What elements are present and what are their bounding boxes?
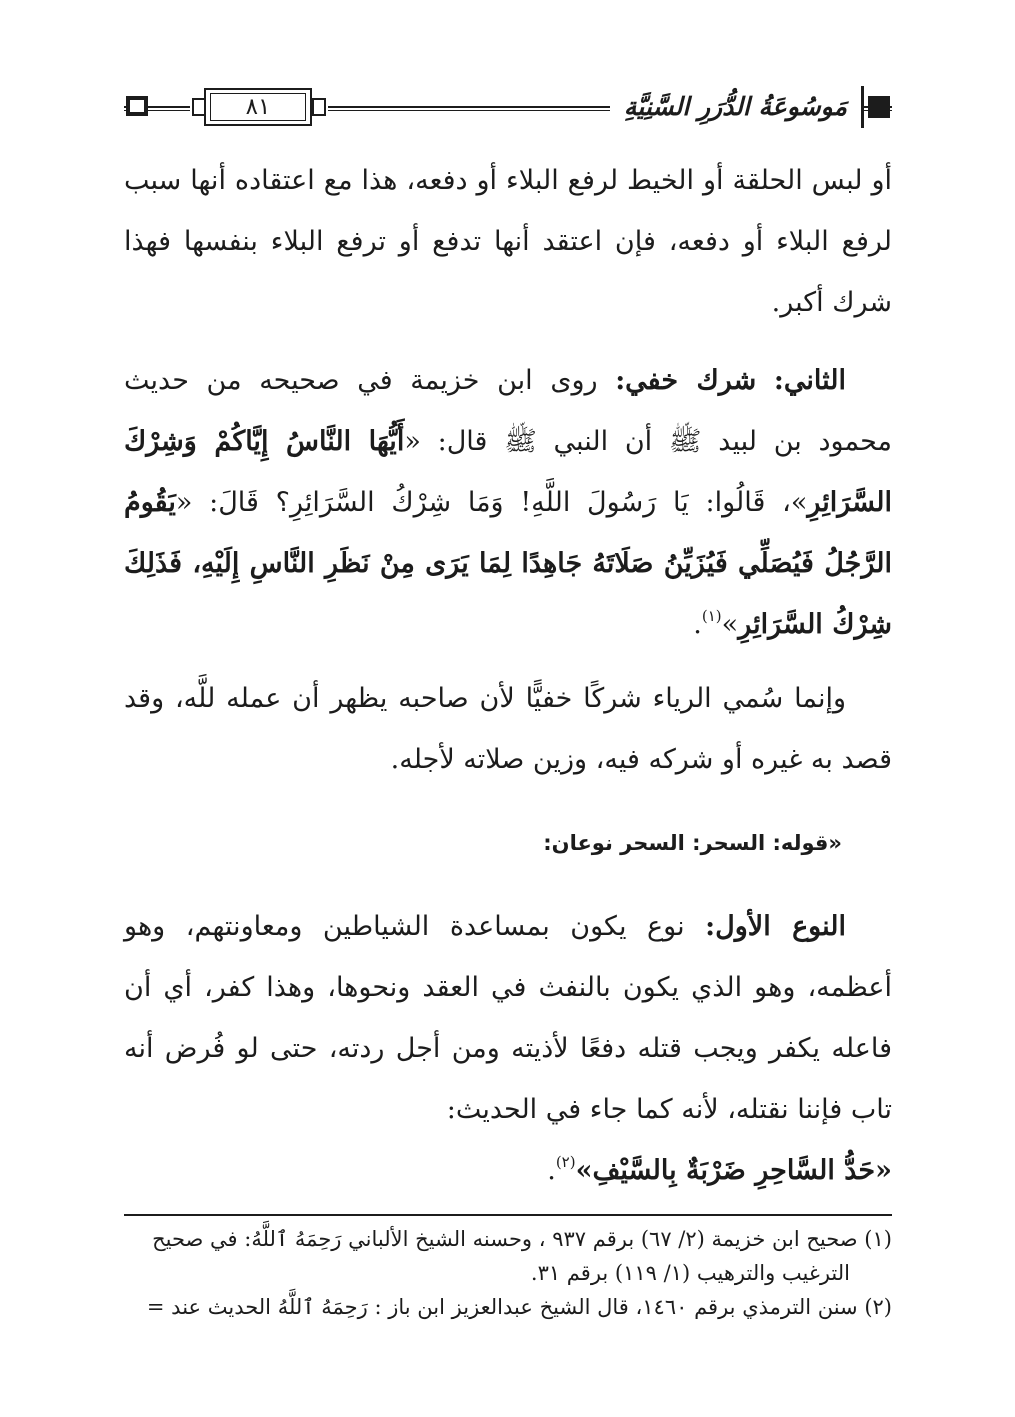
footnote-1-line-2: الترغيب والترهيب (١/ ١١٩) برقم ٣١. bbox=[530, 1261, 850, 1285]
filled-square-ornament-icon bbox=[868, 96, 890, 118]
narration-intro: روى ابن خزيمة في صحيحه من حديث محمود بن لبيد ﷺ أن النبي ﷺ قال: « bbox=[124, 365, 892, 457]
footnote-divider bbox=[124, 1214, 892, 1216]
footnote-ref-1[interactable]: (١) bbox=[701, 607, 722, 625]
paragraph-amulets bbox=[124, 150, 892, 333]
hadith-text-1: أَيُّهَا النَّاسُ إِيَّاكُمْ وَشِرْكَ السَّرَائِرِ bbox=[124, 426, 892, 518]
footnotes bbox=[124, 1222, 892, 1324]
paragraph-riya bbox=[124, 668, 892, 790]
book-title-box bbox=[610, 86, 864, 128]
paragraph-hidden-shirk: الثاني: شرك خفي: روى ابن خزيمة في صحيحه من حديث محمود بن لبيد ﷺ أن النبي ﷺ قال: «أَيُّهَا النَّاسُ إِيَّاكُمْ وَشِرْكَ السَّرَائِرِ»، قَالُوا: يَا رَسُولَ اللَّهِ! وَمَا شِرْكُ السَّرَائِرِ؟ قَالَ: «يَقُومُ الرَّجُلُ فَيُصَلِّي فَيُزَيِّنُ صَلَاتَهُ جَاهِدًا لِمَا يَرَى مِنْ نَظَرِ النَّاسِ إِلَيْهِ، فَذَلِكَ شِرْكُ السَّرَائِرِ»$^{(١)}$. bbox=[124, 365, 892, 640]
footnote-ref-2[interactable]: (٢) bbox=[555, 1153, 576, 1171]
paragraph-text: وإنما سُمي الرياء شركًا خفيًّا لأن صاحبه يظهر أن عمله للَّه، وقد قصد به غيره أو شركه فيه، وزين صلاته لأجله. bbox=[124, 683, 892, 775]
page-number: ٨١ bbox=[245, 94, 271, 120]
hadith-text: «حَدُّ السَّاحِرِ ضَرْبَةٌ بِالسَّيْفِ» bbox=[575, 1155, 892, 1186]
paragraph-text: أو لبس الحلقة أو الخيط لرفع البلاء أو دفعه، هذا مع اعتقاده أنها سبب لرفع البلاء أو دفعه، فإن اعتقد أنها تدفع أو ترفع البلاء بنفسها فهذا شرك أكبر. bbox=[124, 165, 892, 318]
footnote-2: (٢) سنن الترمذي برقم ١٤٦٠، قال الشيخ عبدالعزيز ابن باز : رَحِمَهُ ٱللَّهُ الحديث عند = bbox=[146, 1295, 892, 1319]
narration-middle: »، قَالُوا: يَا رَسُولَ اللَّهِ! وَمَا شِرْكُ السَّرَائِرِ؟ قَالَ: « bbox=[175, 487, 808, 518]
running-header bbox=[124, 86, 892, 130]
hollow-square-ornament-icon bbox=[126, 96, 148, 116]
book-title: مَوسُوعَةُ الدُّرَرِ السَّنِيَّةِ bbox=[623, 92, 847, 121]
paragraph-text: نوع يكون بمساعدة الشياطين ومعاونتهم، وهو أعظمه، وهو الذي يكون بالنفث في العقد ونحوها، وهذا كفر، أي أن فاعله يكفر ويجب قتله دفعًا لأذيته ومن أجل ردته، حتى لو فُرض أنه تاب فإننا نقتله، لأنه كما جاء في الحديث: bbox=[124, 911, 892, 1125]
hadith-text-2: يَقُومُ الرَّجُلُ فَيُصَلِّي فَيُزَيِّنُ صَلَاتَهُ جَاهِدًا لِمَا يَرَى مِنْ نَظَرِ النَّاسِ إِلَيْهِ، فَذَلِكَ شِرْكُ السَّرَائِرِ bbox=[124, 487, 892, 640]
section-label: الثاني: bbox=[773, 365, 847, 396]
page-number-frame bbox=[190, 88, 328, 128]
section-term: شرك خفي: bbox=[615, 365, 757, 396]
section-label: النوع الأول: bbox=[705, 911, 846, 942]
section-subheading: «قوله: السحر: السحر نوعان: bbox=[543, 831, 842, 855]
quote-close: » bbox=[721, 609, 739, 640]
footnote-1-line-1: (١) صحيح ابن خزيمة (٢/ ٦٧) برقم ٩٣٧ ، وحسنه الشيخ الألباني رَحِمَهُ ٱللَّهُ: في صحيح bbox=[152, 1227, 892, 1251]
paragraph-first-type-sorcery: النوع الأول: نوع يكون بمساعدة الشياطين ومعاونتهم، وهو أعظمه، وهو الذي يكون بالنفث في العقد ونحوها، وهذا كفر، أي أن فاعله يكفر ويجب قتله دفعًا لأذيته ومن أجل ردته، حتى لو فُرض أنه تاب فإننا نقتله، لأنه كما جاء في الحديث: «حَدُّ السَّاحِرِ ضَرْبَةٌ بِالسَّيْفِ»$^{(٢)}$. bbox=[124, 911, 892, 1186]
frame-knot-right-icon bbox=[312, 98, 326, 116]
